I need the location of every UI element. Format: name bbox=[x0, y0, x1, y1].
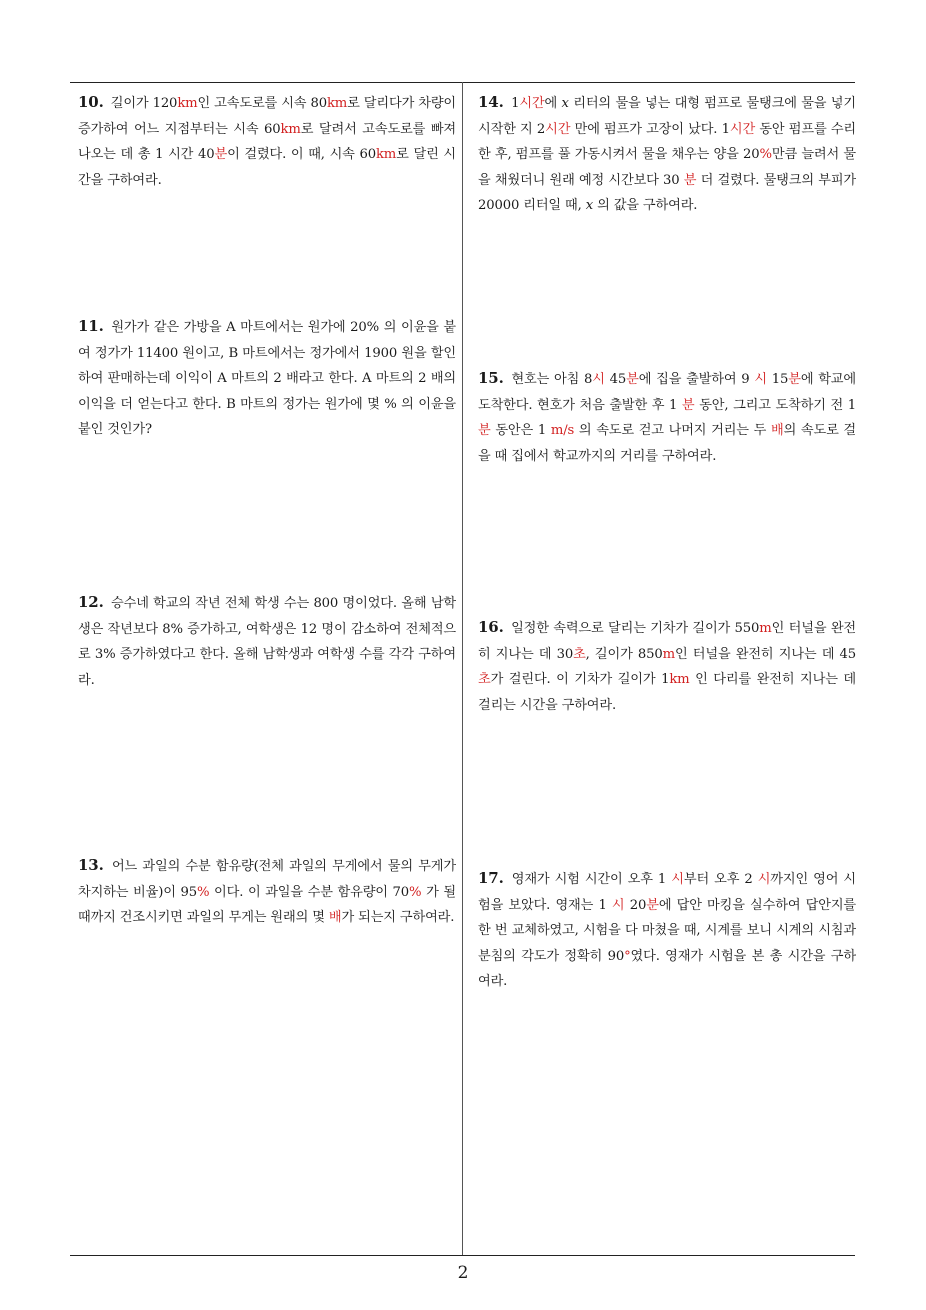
unit: m/s bbox=[550, 423, 575, 438]
unit: 시 bbox=[592, 372, 605, 387]
unit: 분 bbox=[683, 172, 697, 188]
unit: 초 bbox=[478, 672, 491, 687]
unit: 배 bbox=[770, 423, 784, 438]
problem-10-text: 10. 길이가 120km인 고속도로를 시속 80km로 달리다가 차량이 증가하여 어느 지점부터는 시속 60km로 달려서 고속도로를 빠져 나오는 데 총 1 시간 40분이 걸렸다. 이 때, 시속 60km로 달린 시간을 구하여라. bbox=[78, 93, 457, 188]
unit: 시 bbox=[757, 872, 771, 887]
unit: 시간 bbox=[729, 121, 756, 137]
problem-number: 16. bbox=[478, 618, 504, 636]
degree-symbol: ° bbox=[624, 948, 631, 964]
unit: 분 bbox=[214, 147, 228, 162]
problem-16 bbox=[478, 615, 856, 718]
unit: m bbox=[662, 646, 675, 662]
problem-number: 12. bbox=[78, 593, 104, 611]
problem-number: 14. bbox=[478, 93, 504, 111]
problem-13-text: 13. 어느 과일의 수분 함유량(전체 과일의 무게에서 물의 무게가 차지하는 비율)이 95% 이다. 이 과일을 수분 함유량이 70% 가 될 때까지 건조시키면 과일의 무게는 원래의 몇 배가 되는지 구하여라. bbox=[78, 856, 456, 925]
unit: % bbox=[409, 884, 422, 900]
problem-14-text: 14. 1시간에 x 리터의 물을 넣는 대형 펌프로 물탱크에 물을 넣기 시작한 지 2시간 만에 펌프가 고장이 났다. 1시간 동안 펌프를 수리한 후, 펌프를 풀 가동시켜서 물을 채우는 양을 20%만큼 늘려서 물을 채웠더니 원래 예정 시간보다 30 분 더 걸렸다. 물탱크의 부피가 20000 리터일 때, x 의 값을 구하여라. bbox=[478, 93, 857, 213]
variable-x: x bbox=[561, 96, 569, 111]
unit: 분 bbox=[788, 372, 801, 387]
unit: 분 bbox=[626, 372, 639, 387]
unit: % bbox=[196, 884, 210, 900]
problem-17-text: 17. 영재가 시험 시간이 오후 1 시부터 오후 2 시까지인 영어 시험을 보았다. 영재는 1 시 20분에 답안 마킹을 실수하여 답안지를 한 번 교체하였고, 시험을 다 마쳤을 때, 시계를 보니 시계의 시침과 분침의 각도가 정확히 90°였다. 영재가 시험을 본 총 시간을 구하여라. bbox=[478, 869, 856, 989]
problem-17 bbox=[478, 866, 856, 995]
problem-number: 15. bbox=[478, 369, 504, 387]
unit: 분 bbox=[478, 423, 491, 438]
unit: 배 bbox=[328, 910, 342, 925]
unit: km bbox=[177, 96, 198, 111]
problem-12 bbox=[78, 590, 456, 693]
problem-15 bbox=[478, 366, 856, 469]
unit: m bbox=[759, 621, 772, 636]
unit: 시간 bbox=[519, 96, 545, 111]
problem-13 bbox=[78, 853, 456, 931]
problem-number: 10. bbox=[78, 93, 104, 111]
unit: 시 bbox=[671, 872, 684, 887]
unit: km bbox=[280, 121, 301, 137]
unit: km bbox=[375, 147, 397, 162]
unit: 분 bbox=[646, 897, 659, 913]
unit: 시 bbox=[754, 372, 767, 387]
problem-11-text: 11. 원가가 같은 가방을 A 마트에서는 원가에 20% 의 이윤을 붙여 정가가 11400 원이고, B 마트에서는 정가에서 1900 원을 할인하여 판매하는데 이익이 A 마트의 2 배라고 한다. A 마트의 2 배의 이익을 더 얻는다고 한다. B 마트의 정가는 원가에 몇 % 의 이윤을 붙인 것인가? bbox=[78, 317, 457, 437]
unit: km bbox=[326, 96, 348, 111]
page-number: 2 bbox=[457, 1263, 469, 1283]
variable-x: x bbox=[585, 198, 594, 213]
column-divider bbox=[462, 82, 463, 1255]
unit: 시 bbox=[611, 897, 625, 913]
problem-12-text: 12. 승수네 학교의 작년 전체 학생 수는 800 명이었다. 올해 남학생은 작년보다 8% 증가하고, 여학생은 12 명이 감소하여 전체적으로 3% 증가하였다고 한다. 올해 남학생과 여학생 수를 각각 구하여라. bbox=[78, 593, 456, 688]
unit: % bbox=[759, 147, 772, 162]
problem-15-text: 15. 현호는 아침 8시 45분에 집을 출발하여 9 시 15분에 학교에 도착한다. 현호가 처음 출발한 후 1 분 동안, 그리고 도착하기 전 1 분 동안은 1 m/s 의 속도로 걷고 나머지 거리는 두 배의 속도로 걸을 때 집에서 학교까지의 거리를 구하여라. bbox=[478, 369, 857, 464]
bottom-rule bbox=[70, 1255, 855, 1256]
problem-number: 11. bbox=[78, 317, 104, 335]
unit: 시간 bbox=[545, 121, 571, 137]
problem-10 bbox=[78, 90, 456, 193]
problem-11 bbox=[78, 314, 456, 443]
unit: 분 bbox=[681, 397, 695, 413]
unit: 초 bbox=[573, 646, 586, 662]
problem-number: 13. bbox=[78, 856, 104, 874]
unit: km bbox=[669, 672, 690, 687]
problem-16-text: 16. 일정한 속력으로 달리는 기차가 길이가 550m인 터널을 완전히 지나는 데 30초, 길이가 850m인 터널을 완전히 지나는 데 45초가 걸린다. 이 기차가 길이가 1km 인 다리를 완전히 지나는 데 걸리는 시간을 구하여라. bbox=[478, 618, 856, 713]
problem-number: 17. bbox=[478, 869, 504, 887]
problem-14 bbox=[478, 90, 856, 219]
